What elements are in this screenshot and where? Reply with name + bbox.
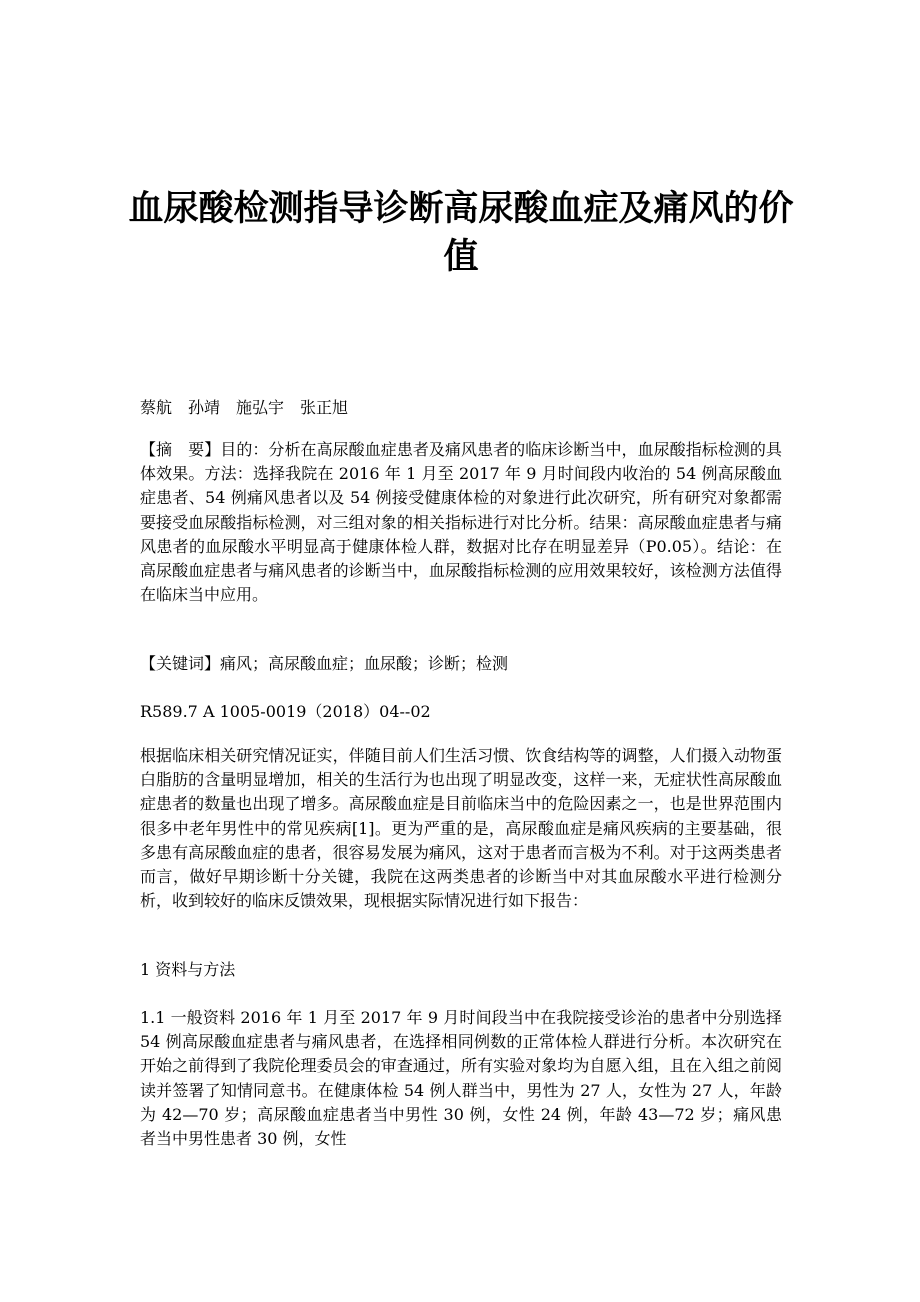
keywords-text: 痛风；高尿酸血症；血尿酸；诊断；检测 [220,654,509,673]
abstract-text: 目的：分析在高尿酸血症患者及痛风患者的临床诊断当中，血尿酸指标检测的具体效果。方法：选择我院在 2016 年 1 月至 2017 年 9 月时间段内收治的 54 例高尿酸血症患者、54 例痛风患者以及 54 例接受健康体检的对象进行此次研究，所有研究对象都需要接受血尿酸指标检测，对三组对象的相关指标进行对比分析。结果：高尿酸血症患者与痛风患者的血尿酸水平明显高于健康体检人群，数据对比存在明显差异（P0.05）。结论：在高尿酸血症患者与痛风患者的诊断当中，血尿酸指标检测的应用效果较好，该检测方法值得在临床当中应用。 [140,440,782,605]
subsection-paragraph: 1.1 一般资料 2016 年 1 月至 2017 年 9 月时间段当中在我院接受诊治的患者中分别选择 54 例高尿酸血症患者与痛风患者，在选择相同例数的正常体检人群进行分析。本次研究在开始之前得到了我院伦理委员会的审查通过，所有实验对象均为自愿入组，且在入组之前阅读并签署了知情同意书。在健康体检 54 例人群当中，男性为 27 人，女性为 27 人，年龄为 42—70 岁；高尿酸血症患者当中男性 30 例，女性 24 例，年龄 43—72 岁；痛风患者当中男性患者 30 例，女性 [140,1008,782,1149]
author-list: 蔡航 孙靖 施弘宇 张正旭 [140,398,349,417]
abstract-label: 【摘 要】 [140,440,221,459]
abstract-paragraph [140,438,782,607]
paper-title: 血尿酸检测指导诊断高尿酸血症及痛风的价值 [128,189,794,277]
keywords-label: 【关键词】 [140,654,221,673]
classification-number: R589.7 A 1005-0019（2018）04--02 [140,702,431,721]
intro-paragraph: 根据临床相关研究情况证实，伴随目前人们生活习惯、饮食结构等的调整，人们摄入动物蛋白脂肪的含量明显增加，相关的生活行为也出现了明显改变，这样一来，无症状性高尿酸血症患者的数量也出现了增多。高尿酸血症是目前临床当中的危险因素之一，也是世界范围内很多中老年男性中的常见疾病[1]。更为严重的是，高尿酸血症是痛风疾病的主要基础，很多患有高尿酸血症的患者，很容易发展为痛风，这对于患者而言极为不利。对于这两类患者而言，做好早期诊断十分关键，我院在这两类患者的诊断当中对其血尿酸水平进行检测分析，收到较好的临床反馈效果，现根据实际情况进行如下报告： [140,746,782,911]
section-heading: 1 资料与方法 [140,960,236,979]
keywords-paragraph [140,652,782,676]
